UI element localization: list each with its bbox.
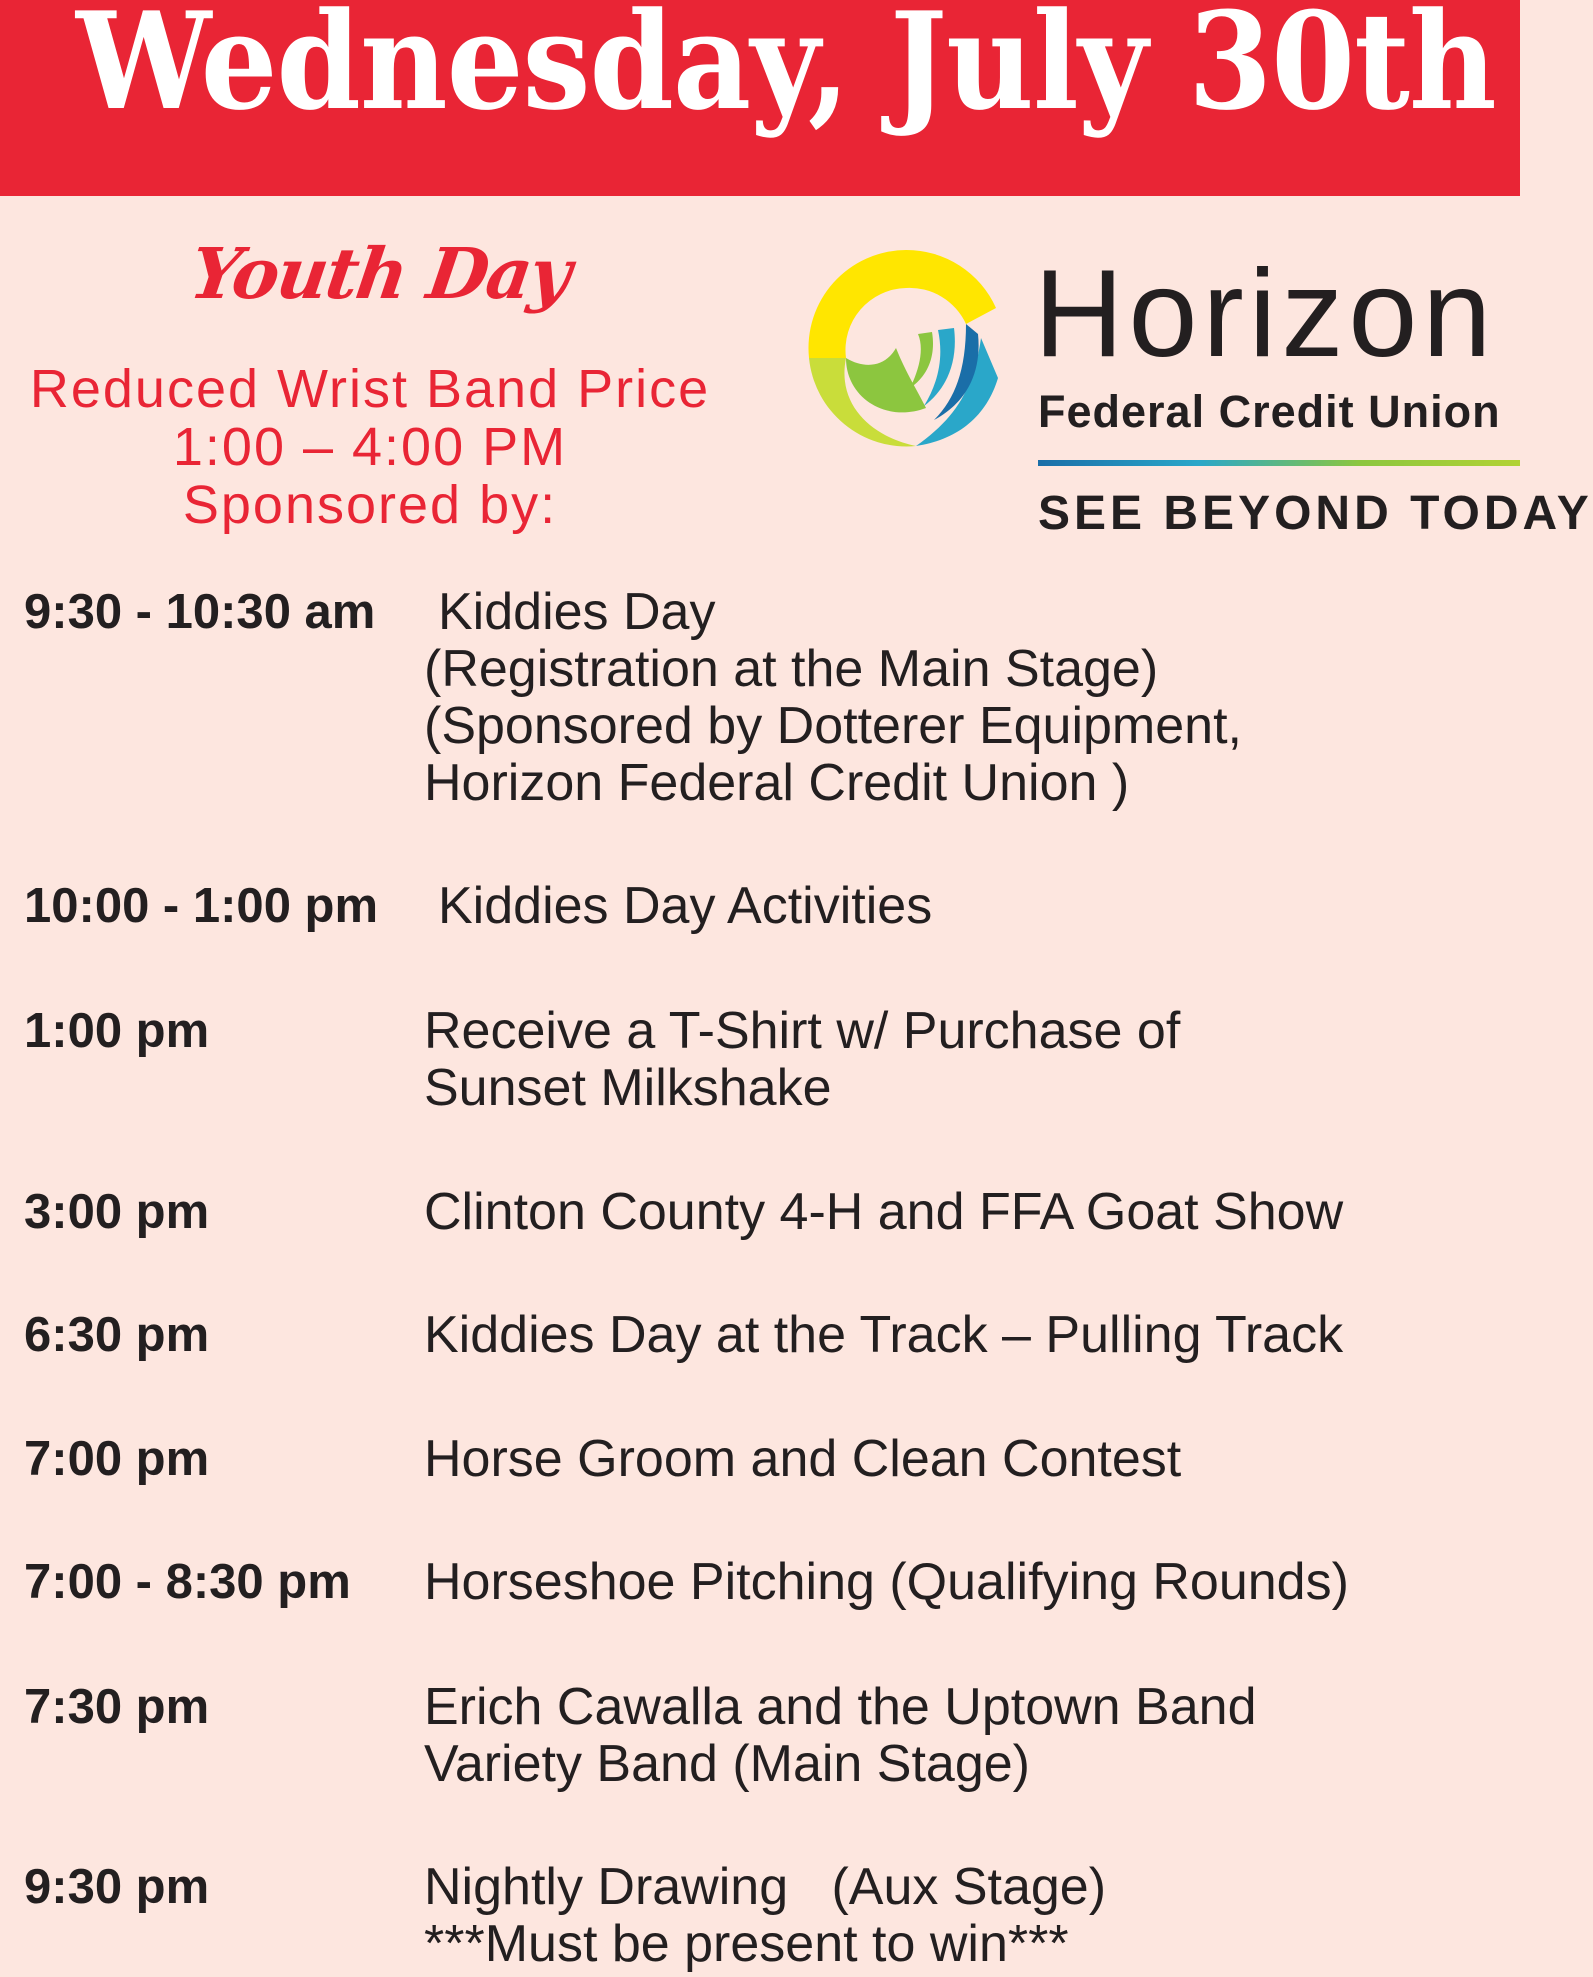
event-line: Variety Band (Main Stage) xyxy=(424,1735,1030,1793)
event-time: 9:30 pm xyxy=(24,1860,210,1914)
horizon-logo-icon xyxy=(806,248,1006,448)
promo-heading: Youth Day xyxy=(185,232,575,315)
promo-line: Reduced Wrist Band Price xyxy=(29,359,711,419)
event-line: Horizon Federal Credit Union ) xyxy=(424,754,1130,812)
event-line: Kiddies Day at the Track – Pulling Track xyxy=(424,1306,1344,1364)
event-description xyxy=(424,1859,1106,1973)
promo-line: Sponsored by: xyxy=(182,475,558,535)
event-time: 9:30 - 10:30 am xyxy=(24,585,376,639)
event-description xyxy=(424,1554,1349,1611)
event-line: Clinton County 4-H and FFA Goat Show xyxy=(424,1183,1344,1241)
event-description xyxy=(424,1307,1343,1364)
event-line: Erich Cawalla and the Uptown Band xyxy=(424,1678,1257,1736)
event-time: 7:00 - 8:30 pm xyxy=(24,1555,351,1609)
event-line: Kiddies Day Activities xyxy=(438,877,933,935)
event-line: Horse Groom and Clean Contest xyxy=(424,1430,1182,1488)
sponsor-tagline: SEE BEYOND TODAY xyxy=(1038,487,1593,540)
event-description xyxy=(424,1184,1343,1241)
event-line: Sunset Milkshake xyxy=(424,1059,832,1117)
sponsor-name: Horizon xyxy=(1034,245,1497,383)
event-description xyxy=(424,1679,1256,1793)
event-line: Horseshoe Pitching (Qualifying Rounds) xyxy=(424,1553,1349,1611)
event-line: (Sponsored by Dotterer Equipment, xyxy=(424,697,1242,755)
promo-line: 1:00 – 4:00 PM xyxy=(172,417,568,477)
event-line: (Registration at the Main Stage) xyxy=(424,640,1159,698)
event-description xyxy=(424,1003,1180,1117)
event-description xyxy=(438,878,932,935)
header-banner xyxy=(0,0,1520,196)
event-line: Kiddies Day xyxy=(438,583,716,641)
event-time: 7:00 pm xyxy=(24,1432,210,1486)
event-line: Nightly Drawing (Aux Stage) xyxy=(424,1858,1107,1916)
sponsor-divider xyxy=(1038,460,1520,466)
event-time: 10:00 - 1:00 pm xyxy=(24,879,379,933)
event-time: 7:30 pm xyxy=(24,1680,210,1734)
event-description xyxy=(424,584,1242,812)
page-title: Wednesday, July 30th xyxy=(76,0,1496,140)
sponsor-subtitle: Federal Credit Union xyxy=(1038,386,1501,437)
event-time: 3:00 pm xyxy=(24,1185,210,1239)
event-time: 6:30 pm xyxy=(24,1308,210,1362)
event-time: 1:00 pm xyxy=(24,1004,210,1058)
promo-text xyxy=(0,360,740,534)
event-line: Receive a T-Shirt w/ Purchase of xyxy=(424,1002,1181,1060)
event-line: ***Must be present to win*** xyxy=(424,1915,1069,1973)
event-description xyxy=(424,1431,1181,1488)
